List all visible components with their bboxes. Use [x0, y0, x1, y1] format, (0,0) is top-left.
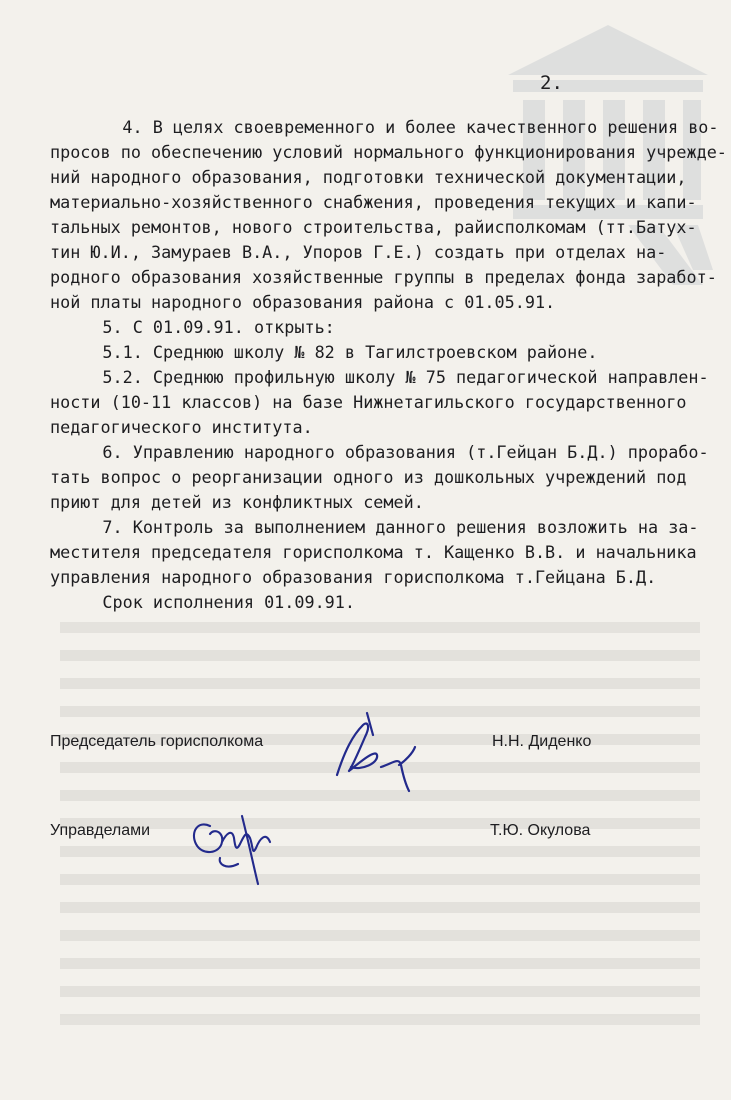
- text-line: ной платы народного образования района с 01.05.91.: [50, 292, 556, 312]
- text-line: тин Ю.И., Замураев В.А., Упоров Г.Е.) создать при отделах на-: [50, 242, 667, 262]
- text-line: педагогического института.: [50, 417, 313, 437]
- handwritten-signature-chairman: [315, 705, 435, 795]
- page-number: 2.: [540, 72, 563, 94]
- signer-role-chairman: Председатель горисполкома: [50, 733, 264, 750]
- text-line: просов по обеспечению условий нормального функционирования учрежде-: [50, 142, 727, 162]
- text-line: 5. С 01.09.91. открыть:: [62, 317, 335, 337]
- text-line: 6. Управлению народного образования (т.Гейцан Б.Д.) прорабо-: [62, 442, 709, 462]
- text-line: управления народного образования горисполкома т.Гейцана Б.Д.: [50, 567, 657, 587]
- text-line: Срок исполнения 01.09.91.: [62, 592, 355, 612]
- text-line: 7. Контроль за выполнением данного решения возложить на за-: [62, 517, 699, 537]
- text-line: приют для детей из конфликтных семей.: [50, 492, 424, 512]
- text-line: материально-хозяйственного снабжения, проведения текущих и капи-: [50, 192, 697, 212]
- text-line: местителя председателя горисполкома т. Кащенко В.В. и начальника: [50, 542, 697, 562]
- text-line: тальных ремонтов, нового строительства, райисполкомам (тт.Батух-: [50, 217, 697, 237]
- signer-name-chairman: Н.Н. Диденко: [492, 733, 592, 750]
- text-line: ности (10-11 классов) на базе Нижнетагильского государственного: [50, 392, 687, 412]
- text-line: 5.1. Среднюю школу № 82 в Тагилстроевском районе.: [62, 342, 598, 362]
- handwritten-signature-administrator: [180, 798, 290, 888]
- text-line: ний народного образования, подготовки технической документации,: [50, 167, 687, 187]
- signer-name-administrator: Т.Ю. Окулова: [490, 822, 591, 839]
- text-line: 4. В целях своевременного и более качественного решения во-: [82, 117, 719, 137]
- text-line: тать вопрос о реорганизации одного из дошкольных учреждений под: [50, 467, 687, 487]
- signer-role-administrator: Управделами: [50, 822, 151, 839]
- text-line: родного образования хозяйственные группы в пределах фонда заработ-: [50, 267, 717, 287]
- text-line: 5.2. Среднюю профильную школу № 75 педагогической направлен-: [62, 367, 709, 387]
